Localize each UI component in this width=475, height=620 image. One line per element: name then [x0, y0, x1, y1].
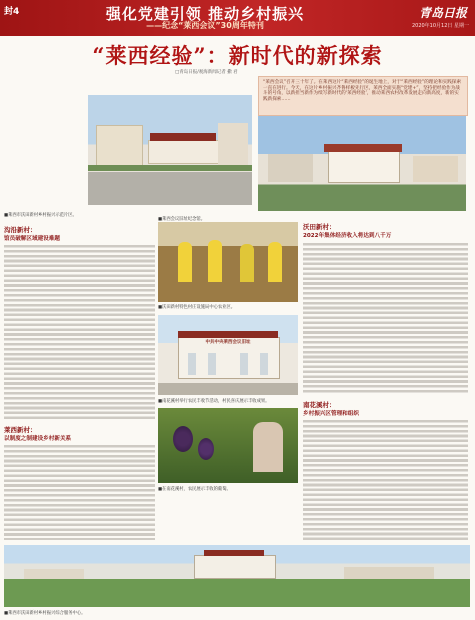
- building-sign: 中共中央莱西会议旧址: [205, 340, 251, 345]
- photo-memorial-hall: [158, 315, 298, 395]
- headline: 强化党建引领 推动乡村振兴: [105, 5, 305, 23]
- newspaper-logo: 青岛日报: [418, 6, 467, 20]
- caption-4: ■南花溪村举行农民丰收节活动，村民喜庆展示丰收成果。: [158, 399, 270, 404]
- page-number: 封4: [4, 7, 20, 17]
- section-s3-heading: 沃田新村： 2022年集体经济收入将达到八千万: [303, 223, 392, 239]
- dateline: 2020年10月12日 星期一: [411, 23, 469, 29]
- section-s1-heading: 沟沿新村： 馆员破解区域建设难题: [4, 226, 60, 242]
- caption-2: ■莱西会议旧址纪念馆。: [158, 217, 206, 222]
- column-left-text-2: [4, 445, 155, 540]
- lead-box: [258, 76, 468, 116]
- article-byline: □青岛日报/观海新闻记者 撒 君: [175, 70, 238, 75]
- column-left-text: [4, 245, 155, 420]
- photo-grape-harvest: [158, 408, 298, 483]
- caption-7: ■莱西市沃田新村乡村振兴综合服务中心。: [4, 611, 86, 616]
- section-s2-heading: 莱西新村： 以制度之制建设乡村新关系: [4, 426, 72, 442]
- lead-text: “莱西会议”召开三十年了。在莱西这片“莱西经验”的诞生地上，对于“莱西经验”的理论和实践探索一直在进行。今天，在这片乡村振兴齐鲁样板先行区，莱西全面实施“党建+”，坚持把经验作为战斗的号角，以新担当新作为续写新时代的‘莱西经验’，推动莱西农村改革发展走向新高度，新的实践新探索……: [263, 80, 462, 102]
- photo-town-center: [258, 116, 466, 211]
- photo-aerial-panorama: [4, 545, 470, 607]
- caption-3: ■沃田新村特色村庄设施局中心农业区。: [158, 305, 236, 310]
- caption-6: ■在南花溪村，农民展示丰收的葡萄。: [158, 487, 231, 492]
- subheadline: ——纪念“莱西会议”30周年特刊: [146, 21, 264, 30]
- photo-village-buildings: [88, 95, 252, 205]
- caption-1: ■莱西市沃田新村乡村振兴示范片区。: [4, 213, 77, 218]
- article-title: “莱西经验”：新时代的新探索: [92, 43, 383, 68]
- section-s4-heading: 南花溪村： 乡村振兴区管理和组织: [303, 401, 359, 417]
- photo-volunteers: [158, 222, 298, 302]
- column-right-text-2: [303, 420, 468, 540]
- column-right-text: [303, 243, 468, 393]
